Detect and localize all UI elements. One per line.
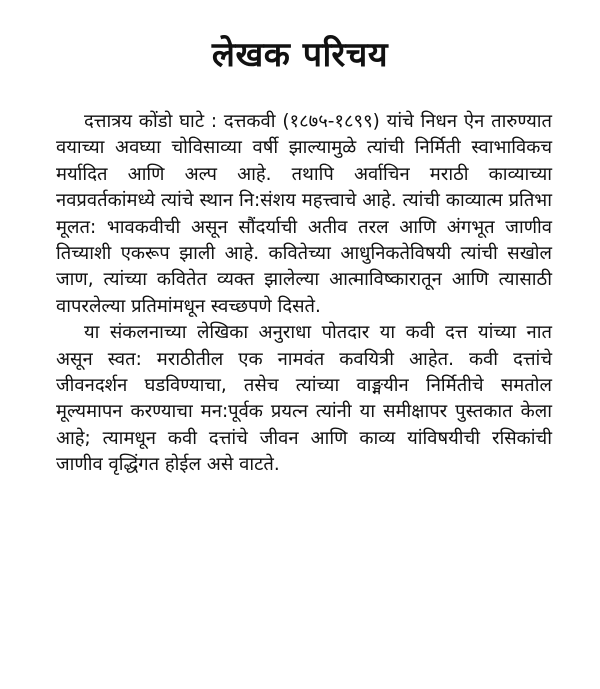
author-introduction-body: [56, 109, 552, 479]
paragraph-author-bio: दत्तात्रय कोंडो घाटे : दत्तकवी (१८७५-१८९९) यांचे निधन ऐन तारुण्यात वयाच्या अवघ्या चोविसाव्या वर्षी झाल्यामुळे त्यांची निर्मिती स्वाभाविकच मर्यादित आणि अल्प आहे. तथापि अर्वाचिन मराठी काव्याच्या नवप्रवर्तकांमध्ये त्यांचे स्थान नि:संशय महत्त्वाचे आहे. त्यांची काव्यात्म प्रतिभा मूलत: भावकवीची असून सौंदर्याची अतीव तरल आणि अंगभूत जाणीव तिच्याशी एकरूप झाली आहे. कवितेच्या आधुनिकतेविषयी त्यांची सखोल जाण, त्यांच्या कवितेत व्यक्त झालेल्या आत्माविष्कारातून आणि त्यासाठी वापरलेल्या प्रतिमांमधून स्वच्छपणे दिसते.: [56, 111, 552, 317]
page-title: लेखक परिचय: [211, 35, 389, 75]
paragraph-compiler-note: या संकलनाच्या लेखिका अनुराधा पोतदार या कवी दत्त यांच्या नात असून स्वत: मराठीतील एक नामवंत कवयित्री आहेत. कवी दत्तांचे जीवनदर्शन घडविण्याचा, तसेच त्यांच्या वाङ्मयीन निर्मितीचे समतोल मूल्यमापन करण्याचा मन:पूर्वक प्रयत्न त्यांनी या समीक्षापर पुस्तकात केला आहे; त्यामधून कवी दत्तांचे जीवन आणि काव्य यांविषयीची रसिकांची जाणीव वृद्धिंगत होईल असे वाटते.: [56, 322, 552, 476]
